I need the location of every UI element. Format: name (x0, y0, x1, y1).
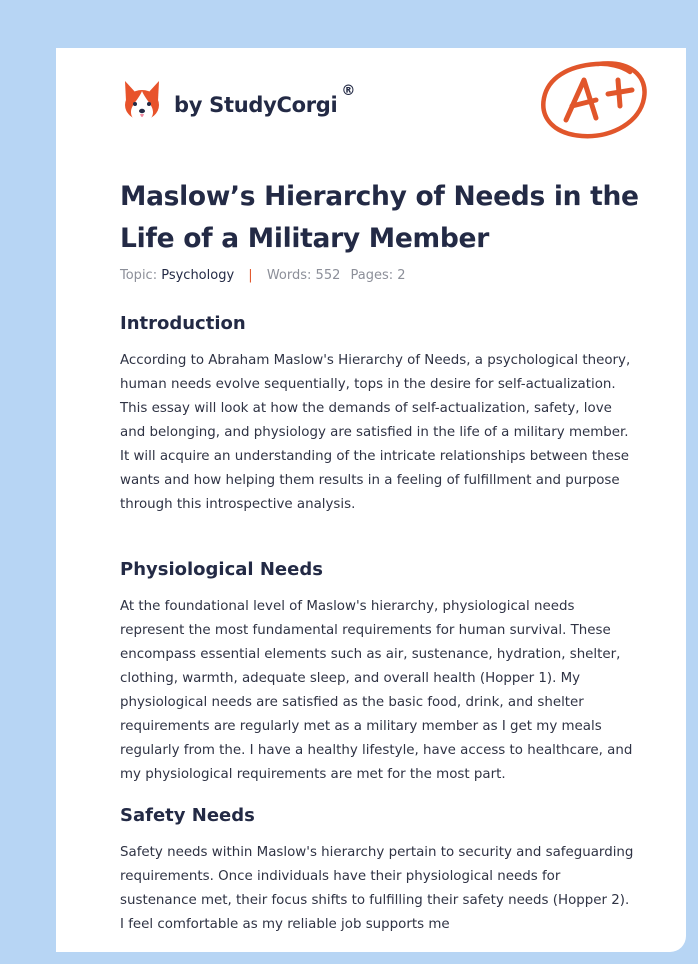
section-body-safety-needs: Safety needs within Maslow's hierarchy pertain to security and safeguarding requirements. Once individuals have their physiological needs for sustenance met, their focus shifts to fulfilling their safety needs (Hopper 2). I feel comfortable as my reliable job supports me (120, 845, 634, 932)
section-body-physiological-needs: At the foundational level of Maslow's hierarchy, physiological needs represent the most fundamental requirements for human survival. These encompass essential elements such as air, sustenance, hydration, shelter, clothing, warmth, adequate sleep, and overall health (Hopper 1). My physiological needs are satisfied as the basic food, drink, and shelter requirements are regularly met as a military member as I get my meals regularly from the. I have a healthy lifestyle, have access to healthcare, and my physiological requirements are met for the most part. (120, 599, 633, 782)
topic-link[interactable]: Psychology (161, 268, 235, 283)
section-heading-physiological-needs: Physiological Needs (120, 559, 323, 580)
words-value: 552 (315, 268, 341, 283)
logo-text: by StudyCorgi (174, 93, 338, 117)
words-label: Words: (266, 268, 312, 283)
essay-meta (120, 268, 406, 283)
topic-label: Topic: (120, 268, 158, 283)
section-heading-safety-needs: Safety Needs (120, 805, 255, 826)
pages-value: 2 (397, 268, 406, 283)
essay-title: Maslow’s Hierarchy of Needs in the Life of a Military Member (120, 181, 639, 254)
a-plus-grade-icon (538, 58, 650, 140)
studycorgi-logo[interactable] (122, 76, 355, 126)
meta-separator: | (248, 268, 253, 283)
registered-mark: ® (341, 83, 356, 99)
corgi-icon (122, 79, 162, 123)
pages-label: Pages: (350, 268, 394, 283)
section-body-introduction: According to Abraham Maslow's Hierarchy of Needs, a psychological theory, human needs evolve sequentially, tops in the desire for self-actualization. This essay will look at how the demands of self-actualization, safety, love and belonging, and physiology are satisfied in the life of a military member. It will acquire an understanding of the intricate relationships between these wants and how helping them results in a feeling of fulfillment and purpose through this introspective analysis. (120, 353, 631, 512)
section-heading-introduction: Introduction (120, 313, 246, 334)
essay-page (56, 48, 686, 952)
